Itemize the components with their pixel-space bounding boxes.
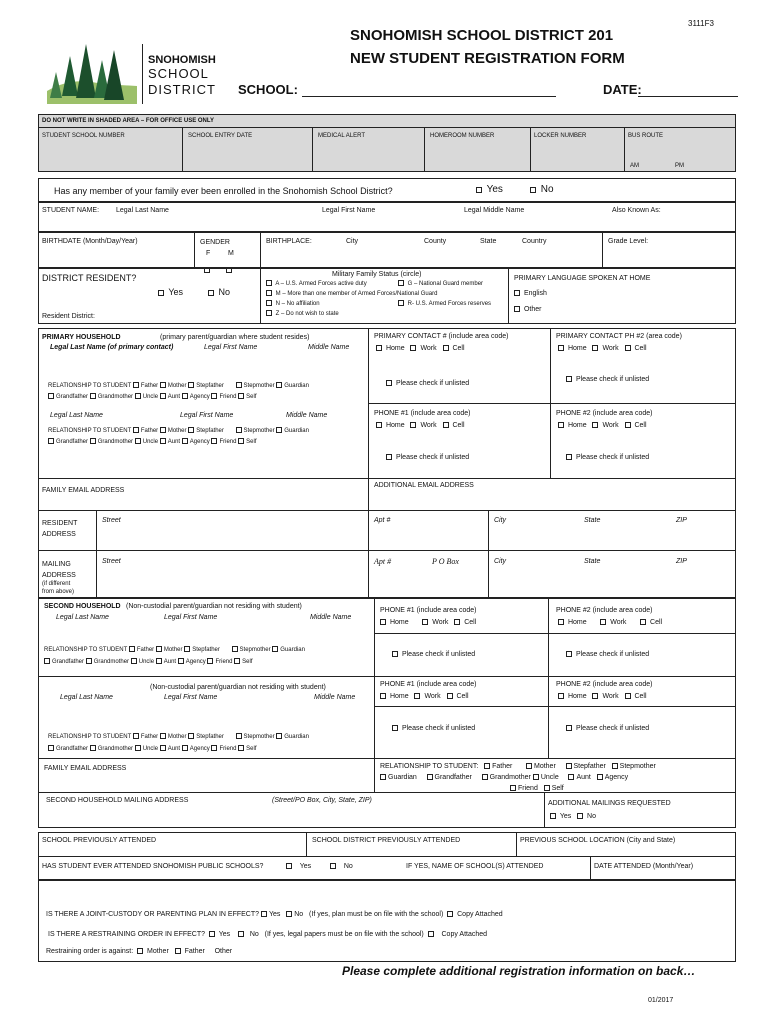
logo-text-1: SNOHOMISH bbox=[148, 54, 216, 66]
office-homeroom: HOMEROOM NUMBER bbox=[430, 133, 495, 139]
logo-text-3: DISTRICT bbox=[148, 82, 216, 97]
grade-level-label: Grade Level: bbox=[608, 238, 649, 245]
relationship-1-row-1[interactable]: RELATIONSHIP TO STUDENT Father Mother Stepfather Stepmother Guardian bbox=[48, 383, 309, 389]
resident-state-label: State bbox=[584, 517, 601, 524]
second-middle-name: Middle Name bbox=[310, 614, 352, 621]
birthplace-country: Country bbox=[522, 238, 547, 245]
office-bus-route: BUS ROUTE bbox=[628, 133, 664, 139]
student-legal-middle: Legal Middle Name bbox=[464, 207, 525, 214]
second-phone2-label: PHONE #2 (include area code) bbox=[556, 607, 653, 614]
second-household-subtitle: (Non-custodial parent/guardian not residing with student) bbox=[126, 603, 302, 610]
mailing-address-label-4: from above) bbox=[42, 589, 75, 595]
relationship-4-row-2[interactable]: Grandfather Grandmother Uncle Aunt Agency Friend Self bbox=[48, 745, 256, 754]
resident-street-label: Street bbox=[102, 517, 121, 524]
second-guardian-first-name: Legal First Name bbox=[180, 412, 234, 419]
enrolled-yes[interactable]: Yes bbox=[476, 184, 503, 196]
date-attended-label: DATE ATTENDED (Month/Year) bbox=[594, 863, 694, 870]
relationship-1-row-2[interactable]: Grandfather Grandmother Uncle Aunt Agency Friend Self bbox=[48, 393, 256, 402]
second-mailing-label: SECOND HOUSEHOLD MAILING ADDRESS bbox=[46, 797, 189, 804]
language-english[interactable]: English bbox=[514, 289, 547, 298]
mailing-address-label-2: ADDRESS bbox=[42, 572, 76, 579]
military-g[interactable]: G – National Guard member bbox=[398, 280, 483, 289]
resident-city-label: City bbox=[494, 517, 507, 524]
form-title-1: SNOHOMISH SCHOOL DISTRICT 201 bbox=[350, 27, 614, 44]
second-guardian-middle-name: Middle Name bbox=[286, 412, 328, 419]
office-locker: LOCKER NUMBER bbox=[534, 133, 587, 139]
second-first-name-2: Legal First Name bbox=[164, 694, 218, 701]
primary-middle-name: Middle Name bbox=[308, 344, 350, 351]
phone2-label: PHONE #2 (include area code) bbox=[556, 410, 653, 417]
contact1-unlisted[interactable]: Please check if unlisted bbox=[386, 379, 469, 388]
previous-location-label: PREVIOUS SCHOOL LOCATION (City and State) bbox=[520, 837, 676, 844]
if-yes-school-label: IF YES, NAME OF SCHOOL(S) ATTENDED bbox=[406, 863, 544, 870]
resident-address-label-2: ADDRESS bbox=[42, 531, 76, 538]
resident-district-label: Resident District: bbox=[42, 313, 95, 320]
previous-school-label: SCHOOL PREVIOUSLY ATTENDED bbox=[42, 837, 157, 844]
second2-phone2-label: PHONE #2 (include area code) bbox=[556, 681, 653, 688]
mailing-address-label-3: (if different bbox=[42, 581, 71, 587]
attended-yes[interactable]: Yes bbox=[286, 862, 311, 871]
enrolled-no[interactable]: No bbox=[530, 184, 554, 196]
second2-phone1-types[interactable]: Home Work Cell bbox=[380, 692, 469, 701]
contact2-types[interactable]: Home Work Cell bbox=[558, 344, 647, 353]
birthplace-label: BIRTHPLACE: bbox=[266, 238, 312, 245]
office-notice: DO NOT WRITE IN SHADED AREA – FOR OFFICE USE ONLY bbox=[42, 118, 215, 124]
birthplace-county: County bbox=[424, 238, 447, 245]
student-name-label: STUDENT NAME: bbox=[42, 207, 100, 214]
second-first-name: Legal First Name bbox=[164, 614, 218, 621]
date-label: DATE: bbox=[603, 82, 642, 97]
resident-yes[interactable]: Yes bbox=[158, 287, 183, 298]
military-title: Military Family Status (circle) bbox=[332, 271, 422, 278]
second2-phone2-unlisted[interactable]: Please check if unlisted bbox=[566, 724, 649, 733]
phone1-unlisted[interactable]: Please check if unlisted bbox=[386, 453, 469, 462]
phone2-types[interactable]: Home Work Cell bbox=[558, 421, 647, 430]
student-legal-last: Legal Last Name bbox=[116, 207, 169, 214]
primary-first-name: Legal First Name bbox=[204, 344, 258, 351]
logo-text-2: SCHOOL bbox=[148, 66, 209, 81]
birthplace-city: City bbox=[346, 238, 359, 245]
form-code: 3111F3 bbox=[688, 19, 714, 28]
relationship-2-row-2[interactable]: Grandfather Grandmother Uncle Aunt Agency Friend Self bbox=[48, 438, 256, 447]
second-family-email-label: FAMILY EMAIL ADDRESS bbox=[44, 765, 127, 772]
primary-contact-1-label: PRIMARY CONTACT # (include area code) bbox=[374, 333, 509, 340]
primary-household-subtitle: (primary parent/guardian where student resides) bbox=[160, 334, 310, 341]
previous-district-label: SCHOOL DISTRICT PREVIOUSLY ATTENDED bbox=[312, 837, 461, 844]
enrolled-question: Has any member of your family ever been enrolled in the Snohomish School District? bbox=[54, 186, 393, 196]
military-a[interactable]: A – U.S. Armed Forces active duty bbox=[266, 280, 367, 289]
second-last-name: Legal Last Name bbox=[56, 614, 109, 621]
mailing-state-label: State bbox=[584, 558, 601, 565]
second-guardian-last-name: Legal Last Name bbox=[50, 412, 103, 419]
restraining-against-row[interactable]: Restraining order is against: Mother Father Other bbox=[46, 948, 233, 955]
resident-apt-label: Apt # bbox=[374, 517, 391, 524]
resident-address-label-1: RESIDENT bbox=[42, 520, 78, 527]
military-m[interactable]: M – More than one member of Armed Forces/National Guard bbox=[266, 290, 437, 299]
form-title-2: NEW STUDENT REGISTRATION FORM bbox=[350, 50, 625, 67]
office-student-number: STUDENT SCHOOL NUMBER bbox=[42, 133, 125, 139]
date-field[interactable] bbox=[638, 96, 738, 97]
resident-zip-label: ZIP bbox=[676, 517, 687, 524]
restraining-order-row[interactable]: IS THERE A RESTRAINING ORDER IN EFFECT? Yes No (If yes, legal papers must be on file with the school) Copy Attached bbox=[48, 931, 488, 938]
gender-label: GENDER bbox=[200, 239, 230, 246]
military-r[interactable]: R- U.S. Armed Forces reserves bbox=[398, 300, 491, 309]
office-pm: PM bbox=[675, 163, 684, 169]
second-phone1-unlisted[interactable]: Please check if unlisted bbox=[392, 650, 475, 659]
language-title: PRIMARY LANGUAGE SPOKEN AT HOME bbox=[514, 275, 651, 282]
second-middle-name-2: Middle Name bbox=[314, 694, 356, 701]
mailing-address-label-1: MAILING bbox=[42, 561, 71, 568]
attended-no[interactable]: No bbox=[330, 862, 353, 871]
second-relationship-row-2[interactable]: Guardian Grandfather Grandmother Uncle Aunt Agency bbox=[380, 773, 628, 782]
continue-on-back: Please complete additional registration information on back… bbox=[342, 964, 696, 978]
military-n[interactable]: N – No affiliation bbox=[266, 300, 320, 309]
custody-plan-row[interactable]: IS THERE A JOINT-CUSTODY OR PARENTING PLAN IN EFFECT? Yes No (If yes, plan must be on file with the school) Copy Attached bbox=[46, 911, 503, 918]
district-resident-label: DISTRICT RESIDENT? bbox=[42, 273, 137, 283]
military-z[interactable]: Z – Do not wish to state bbox=[266, 310, 339, 319]
second-household-subtitle-2: (Non-custodial parent/guardian not residing with student) bbox=[150, 684, 326, 691]
second-relationship-row-1[interactable]: RELATIONSHIP TO STUDENT: Father Mother Stepfather Stepmother bbox=[380, 763, 656, 770]
mailing-pobox-label: P O Box bbox=[432, 557, 459, 566]
mailing-apt-label: Apt # bbox=[374, 557, 392, 566]
office-am: AM bbox=[630, 163, 639, 169]
birthplace-state: State bbox=[480, 238, 497, 245]
second-phone1-label: PHONE #1 (include area code) bbox=[380, 607, 477, 614]
school-label: SCHOOL: bbox=[238, 82, 298, 97]
trees-logo-icon bbox=[42, 36, 142, 106]
second2-phone1-label: PHONE #1 (include area code) bbox=[380, 681, 477, 688]
primary-contact-2-label: PRIMARY CONTACT PH #2 (area code) bbox=[556, 333, 682, 340]
relationship-3-row-1[interactable]: RELATIONSHIP TO STUDENT Father Mother Stepfather Stepmother Guardian bbox=[44, 647, 305, 653]
second-phone1-types[interactable]: Home Work Cell bbox=[380, 618, 476, 627]
second-phone2-unlisted[interactable]: Please check if unlisted bbox=[566, 650, 649, 659]
relationship-3-row-2[interactable]: Grandfather Grandmother Uncle Aunt Agency Friend Self bbox=[44, 658, 252, 667]
second-mailing-hint: (Street/PO Box, City, State, ZIP) bbox=[272, 797, 372, 804]
second-phone2-types[interactable]: Home Work Cell bbox=[558, 618, 662, 627]
mailings-requested-options[interactable]: Yes No bbox=[550, 812, 596, 821]
phone1-types[interactable]: Home Work Cell bbox=[376, 421, 465, 430]
resident-no[interactable]: No bbox=[208, 287, 230, 298]
second-relationship-row-3[interactable]: Friend Self bbox=[510, 784, 564, 793]
attended-snohomish-question: HAS STUDENT EVER ATTENDED SNOHOMISH PUBLIC SCHOOLS? bbox=[42, 863, 264, 870]
relationship-4-row-1[interactable]: RELATIONSHIP TO STUDENT Father Mother Stepfather Stepmother Guardian bbox=[48, 734, 309, 740]
school-field[interactable] bbox=[302, 96, 556, 97]
primary-household-title: PRIMARY HOUSEHOLD bbox=[42, 334, 121, 341]
family-email-label: FAMILY EMAIL ADDRESS bbox=[42, 487, 125, 494]
phone2-unlisted[interactable]: Please check if unlisted bbox=[566, 453, 649, 462]
mailings-requested-label: ADDITIONAL MAILINGS REQUESTED bbox=[548, 800, 671, 807]
student-aka: Also Known As: bbox=[612, 207, 661, 214]
phone1-label: PHONE #1 (include area code) bbox=[374, 410, 471, 417]
contact2-unlisted[interactable]: Please check if unlisted bbox=[566, 375, 649, 384]
mailing-street-label: Street bbox=[102, 558, 121, 565]
revision-date: 01/2017 bbox=[648, 997, 674, 1004]
second-household-title: SECOND HOUSEHOLD bbox=[44, 603, 121, 610]
office-entry-date: SCHOOL ENTRY DATE bbox=[188, 133, 253, 139]
district-logo bbox=[42, 36, 216, 106]
student-legal-first: Legal First Name bbox=[322, 207, 376, 214]
language-other[interactable]: Other bbox=[514, 305, 541, 314]
mailing-city-label: City bbox=[494, 558, 507, 565]
second2-phone1-unlisted[interactable]: Please check if unlisted bbox=[392, 724, 475, 733]
mailing-zip-label: ZIP bbox=[676, 558, 687, 565]
additional-email-label: ADDITIONAL EMAIL ADDRESS bbox=[374, 482, 474, 489]
relationship-2-row-1[interactable]: RELATIONSHIP TO STUDENT Father Mother Stepfather Stepmother Guardian bbox=[48, 428, 309, 434]
gender-m-label: M bbox=[228, 250, 234, 257]
primary-last-name: Legal Last Name (of primary contact) bbox=[50, 344, 174, 351]
birthdate-label: BIRTHDATE (Month/Day/Year) bbox=[42, 238, 138, 245]
contact1-types[interactable]: Home Work Cell bbox=[376, 344, 465, 353]
gender-f-label: F bbox=[206, 250, 211, 257]
office-medical-alert: MEDICAL ALERT bbox=[318, 133, 366, 139]
second-last-name-2: Legal Last Name bbox=[60, 694, 113, 701]
second2-phone2-types[interactable]: Home Work Cell bbox=[558, 692, 647, 701]
